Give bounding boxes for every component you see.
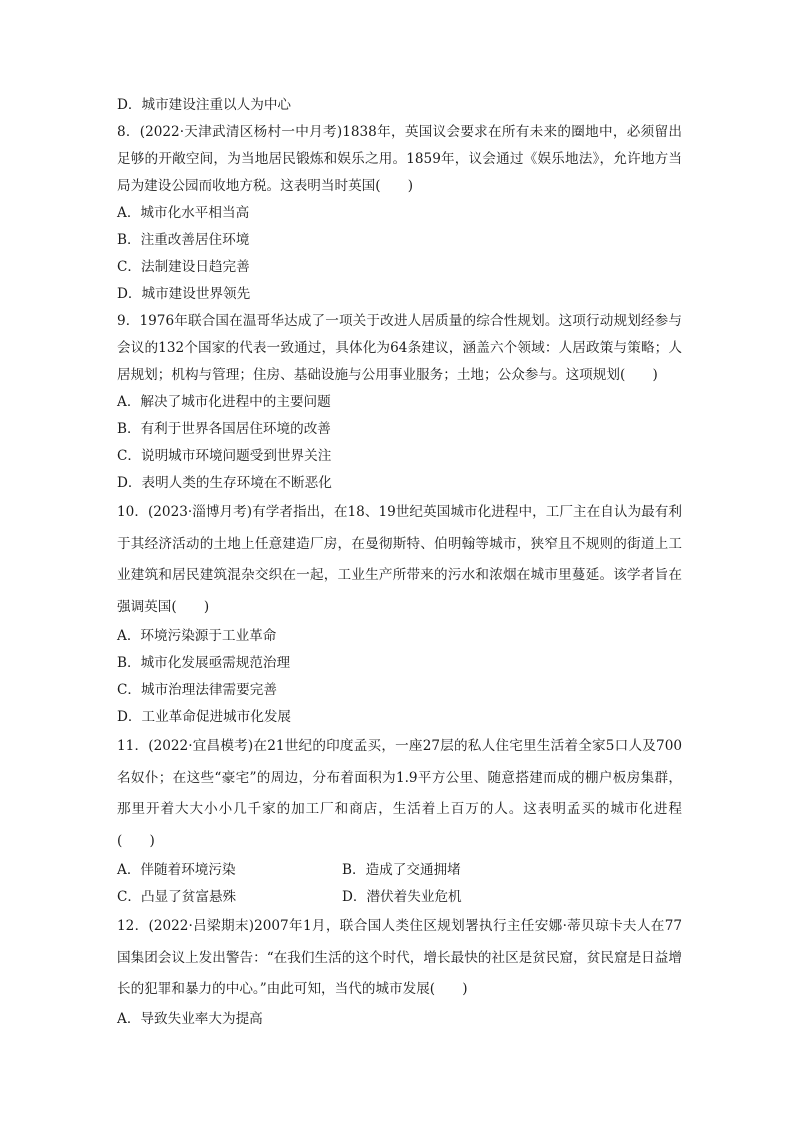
question-8-stem: 8．(2022·天津武清区杨村一中月考)1838年，英国议会要求在所有未来的圈地中，必须留出足够的开敞空间，为当地居民锻炼和娱乐之用。1859年，议会通过《娱乐地法》，允许地方当局为建设公园而收地方税。这表明当时英国( ) — [117, 124, 682, 194]
question-9-option-c: C．说明城市环境问题受到世界关注 — [117, 448, 332, 464]
question-10-option-d: D．工业革命促进城市化发展 — [117, 709, 292, 725]
question-10-option-c: C．城市治理法律需要完善 — [117, 682, 277, 698]
question-12 — [117, 911, 682, 1033]
question-8-option-b: B．注重改善居住环境 — [117, 232, 250, 248]
question-10-option-b: B．城市化发展亟需规范治理 — [117, 655, 291, 671]
question-9-option-a: A．解决了城市化进程中的主要问题 — [117, 394, 331, 410]
option-7-d: D．城市建设注重以人为中心 — [117, 97, 292, 113]
question-11-option-b: B．造成了交通拥堵 — [342, 862, 461, 878]
question-11 — [117, 731, 682, 911]
question-11-stem: 11．(2022·宜昌模考)在21世纪的印度孟买，一座27层的私人住宅里生活着全家5口人及700名奴仆；在这些“豪宅”的周边，分布着面积为1.9平方公里、随意搭建而成的棚户板房集群，那里开着大大小小几千家的加工厂和商店，生活着上百万的人。这表明孟买的城市化进程( ) — [117, 738, 682, 849]
document-page — [117, 92, 682, 1033]
question-11-option-c: C．凸显了贫富悬殊 — [117, 889, 237, 905]
question-9-option-d: D．表明人类的生存环境在不断恶化 — [117, 475, 332, 491]
question-12-stem: 12．(2022·吕梁期末)2007年1月，联合国人类住区规划署执行主任安娜·蒂贝琼卡夫人在77国集团会议上发出警告：“在我们生活的这个时代，增长最快的社区是贫民窟，贫民窟是日益增长的犯罪和暴力的中心。”由此可知，当代的城市发展( ) — [117, 918, 682, 997]
question-8-option-a: A．城市化水平相当高 — [117, 205, 250, 221]
question-8 — [117, 119, 682, 308]
question-11-options-row-1 — [117, 857, 682, 884]
question-9-option-b: B．有利于世界各国居住环境的改善 — [117, 421, 331, 437]
question-10-stem: 10．(2023·淄博月考)有学者指出，在18、19世纪英国城市化进程中，工厂主在自认为最有利于其经济活动的土地上任意建造厂房，在曼彻斯特、伯明翰等城市，狭窄且不规则的街道上工业建筑和居民建筑混杂交织在一起，工业生产所带来的污水和浓烟在城市里蔓延。该学者旨在强调英国( ) — [117, 504, 682, 615]
question-11-options-row-2 — [117, 884, 682, 911]
question-8-option-d: D．城市建设世界领先 — [117, 286, 251, 302]
question-11-option-d: D．潜伏着失业危机 — [342, 889, 462, 905]
question-11-option-a: A．伴随着环境污染 — [117, 862, 236, 878]
question-8-option-c: C．法制建设日趋完善 — [117, 259, 250, 275]
question-9 — [117, 308, 682, 497]
question-9-stem: 9．1976年联合国在温哥华达成了一项关于改进人居质量的综合性规划。这项行动规划经参与会议的132个国家的代表一致通过，具体化为64条建议，涵盖六个领域：人居政策与策略；人居规划；机构与管理；住房、基础设施与公用事业服务；土地；公众参与。这项规划( ) — [117, 313, 682, 383]
question-12-option-a: A．导致失业率大为提高 — [117, 1010, 263, 1027]
question-10-option-a: A．环境污染源于工业革命 — [117, 628, 277, 644]
question-10 — [117, 497, 682, 731]
